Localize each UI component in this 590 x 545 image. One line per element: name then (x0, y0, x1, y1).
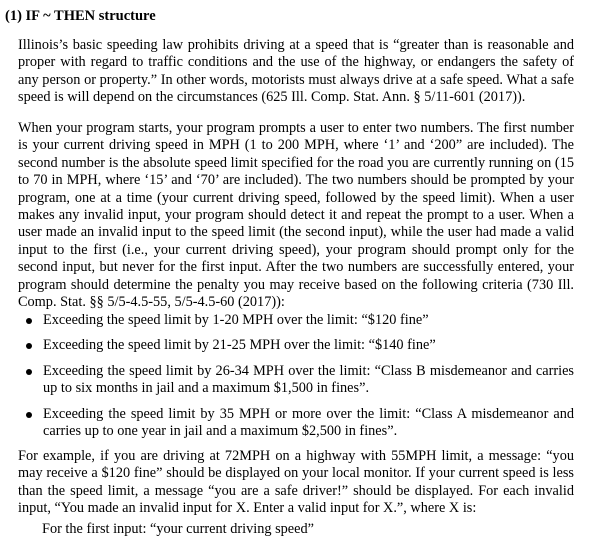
penalty-criteria-list (18, 312, 574, 448)
bullet-icon (26, 369, 32, 375)
section-heading: (1) IF ~ THEN structure (5, 8, 156, 24)
paragraph-first-input: For the first input: “your current driving speed” (42, 521, 314, 537)
paragraph-program-description: When your program starts, your program prompts a user to enter two numbers. The first number is your current driving speed in MPH (1 to 200 MPH, where ‘1’ and ‘200” are included). The second number is the absolute speed limit specified for the road you are currently running on (15 to 70 in MPH, where ‘15’ and ‘70’ are included). The two numbers should be prompted by your program, one at a time (your current driving speed, followed by the speed limit). When a user makes any invalid input, your program should detect it and repeat the prompt to a user. When a user made an invalid input to the speed limit (the second input), while the user had made a valid input to the first (i.e., your current driving speed), your program should prompt only for the second input, but never for the first input. After the two numbers are successfully entered, your program should determine the penalty you may receive based on the following criteria (730 Ill. Comp. Stat. §§ 5/5-4.5-55, 5/5-4.5-60 (2017)): (18, 120, 574, 311)
bullet-icon (26, 343, 32, 349)
list-item-text: Exceeding the speed limit by 35 MPH or more over the limit: “Class A misdemeanor and carries up to one year in jail and a maximum $2,500 in fines”. (43, 405, 574, 440)
list-item (18, 363, 574, 398)
bullet-icon (26, 412, 32, 418)
list-item (18, 337, 574, 354)
list-item (18, 312, 574, 329)
paragraph-speeding-law: Illinois’s basic speeding law prohibits driving at a speed that is “greater than is reasonable and proper with regard to traffic conditions and the use of the highway, or endangers the safety of any person or property.” In other words, motorists must always drive at a safe speed. What a safe speed is will depend on the circumstances (625 Ill. Comp. Stat. Ann. § 5/11-601 (2017)). (18, 37, 574, 106)
list-item-text: Exceeding the speed limit by 21-25 MPH over the limit: “$140 fine” (43, 337, 436, 354)
list-item-text: Exceeding the speed limit by 1-20 MPH over the limit: “$120 fine” (43, 312, 429, 328)
paragraph-example: For example, if you are driving at 72MPH on a highway with 55MPH limit, a message: “you may receive a $120 fine” should be displayed on your local monitor. If your current speed is less than the speed limit, a message “you are a safe driver!” should be displayed. For each invalid input, “You made an invalid input for X. Enter a valid input for X.”, where X is: (18, 448, 574, 517)
list-item-text: Exceeding the speed limit by 26-34 MPH over the limit: “Class B misdemeanor and carries up to six months in jail and a maximum $1,500 in fines”. (43, 362, 574, 397)
list-item (18, 406, 574, 441)
bullet-icon (26, 318, 32, 324)
